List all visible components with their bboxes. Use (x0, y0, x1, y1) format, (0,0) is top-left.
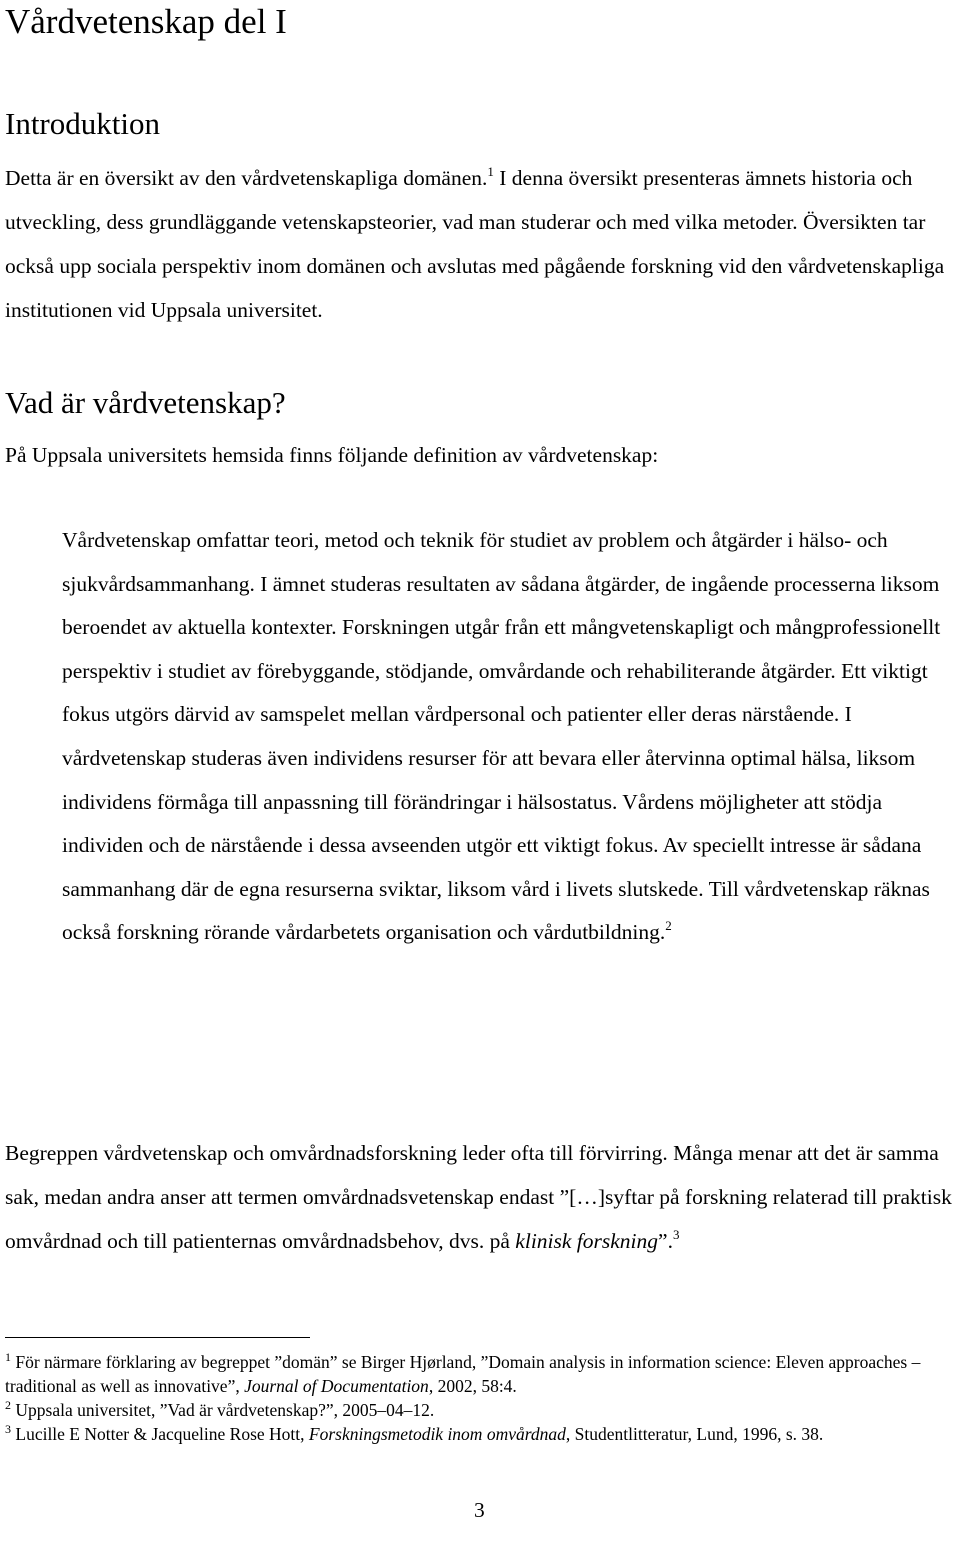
intro-paragraph-text-2: I denna översikt presenteras ämnets historia och utveckling, dess grundläggande vetenskapsteorier, vad man studerar och med vilka metoder. Översikten tar också upp sociala perspektiv inom domänen och avslutas med pågående forskning vid den vårdvetenskapliga institutionen vid Uppsala universitet. (5, 166, 945, 322)
footnote-divider (5, 1337, 310, 1338)
closing-paragraph-text: Begreppen vårdvetenskap och omvårdnadsforskning leder ofta till förvirring. Många menar att det är samma sak, medan andra anser att termen omvårdnadsvetenskap endast ”[…]syftar på forskning relaterad till praktisk omvårdnad och till patienternas omvårdnadsbehov, dvs. på (5, 1141, 952, 1253)
footnote-2 (5, 1398, 960, 1422)
page-number: 3 (474, 1498, 485, 1522)
footnote-1-end: , 2002, 58:4. (428, 1376, 517, 1396)
footnote-1-italic: Journal of Documentation (244, 1376, 429, 1396)
intro-paragraph-text-1: Detta är en översikt av den vårdvetenskapliga domänen. (5, 166, 488, 190)
footnote-1-text: För närmare förklaring av begreppet ”domän” se Birger Hjørland, ”Domain analysis in information science: Eleven approaches – traditional as well as innovative”, (5, 1352, 921, 1396)
footnote-3 (5, 1422, 960, 1446)
footnote-number-2: 2 (5, 1398, 11, 1412)
footnote-3-end: , Studentlitteratur, Lund, 1996, s. 38. (565, 1424, 824, 1444)
intro-paragraph (5, 156, 957, 332)
definition-quote-text: Vårdvetenskap omfattar teori, metod och teknik för studiet av problem och åtgärder i hälso- och sjukvårdsammanhang. I ämnet studeras resultaten av sådana åtgärder, de ingående processerna liksom beroendet av aktuella kontexter. Forskningen utgår från ett mångvetenskapligt och mångprofessionellt perspektiv i studiet av förebyggande, stödjande, omvårdande och rehabiliterande åtgärder. Ett viktigt fokus utgörs därvid av samspelet mellan vårdpersonal och patienter eller deras närstående. I vårdvetenskap studeras även individens resurser för att bevara eller återvinna optimal hälsa, liksom individens förmåga till anpassning till förändringar i hälsostatus. Vårdens möjligheter att stödja individen och de närstående i dessa avseenden utgör ett viktigt fokus. Av speciellt intresse är sådana sammanhang där de egna resurserna sviktar, liksom vård i livets slutskede. Till vårdvetenskap räknas också forskning rörande vårdarbetets organisation och vårdutbildning. (62, 528, 941, 945)
section-heading-vad-ar-vardvetenskap: Vad är vårdvetenskap? (5, 385, 286, 420)
footnote-ref-1[interactable]: 1 (487, 164, 494, 179)
definition-intro: På Uppsala universitets hemsida finns följande definition av vårdvetenskap: (5, 443, 659, 467)
definition-quote (62, 519, 942, 955)
footnote-ref-3[interactable]: 3 (672, 1227, 680, 1242)
footnote-number-1: 1 (5, 1350, 11, 1364)
closing-paragraph (5, 1131, 957, 1263)
footnotes (5, 1350, 960, 1446)
section-heading-introduktion: Introduktion (5, 106, 160, 141)
footnote-number-3: 3 (5, 1422, 11, 1436)
footnote-ref-2[interactable]: 2 (665, 918, 672, 934)
closing-paragraph-italic: klinisk forskning (515, 1229, 659, 1253)
closing-paragraph-end: ”. (658, 1229, 673, 1253)
footnote-3-italic: Forskningsmetodik inom omvårdnad (308, 1424, 566, 1444)
document-title: Vårdvetenskap del I (5, 2, 287, 41)
footnote-2-text: Uppsala universitet, ”Vad är vårdvetenskap?”, 2005–04–12. (11, 1400, 435, 1420)
footnote-3-text: Lucille E Notter & Jacqueline Rose Hott, (11, 1424, 309, 1444)
footnote-1 (5, 1350, 960, 1398)
